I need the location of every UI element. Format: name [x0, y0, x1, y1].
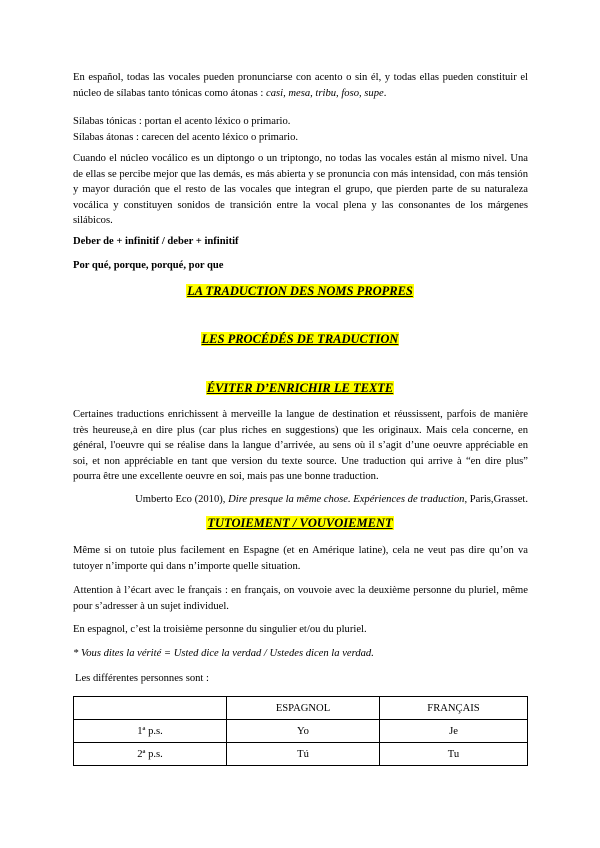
heading-enrichir [0, 380, 600, 396]
heading-text: LES PROCÉDÉS DE TRADUCTION [201, 332, 399, 346]
heading-procedes [0, 331, 600, 347]
table-row [74, 720, 528, 743]
table-row [74, 743, 528, 766]
heading-text: TUTOIEMENT / VOUVOIEMENT [207, 516, 393, 530]
table-cell: Tu [380, 743, 528, 766]
table-cell: 1ª p.s. [74, 720, 227, 743]
table-header-row [74, 697, 528, 720]
heading-text: ÉVITER D’ENRICHIR LE TEXTE [206, 381, 394, 395]
citation [73, 492, 528, 508]
table-header-cell [74, 697, 227, 720]
bold-porque: Por qué, porque, porqué, por que [73, 260, 224, 271]
paragraph-example: * Vous dites la vérité = Usted dice la verdad / Ustedes dicen la verdad. [73, 648, 374, 659]
atonic-syllables-line: Sílabas átonas : carecen del acento léxico o primario. [73, 131, 299, 143]
paragraph-attention: Attention à l’écart avec le français : en français, on vouvoie avec la deuxième personne du pluriel, même pour s’adresser à un sujet individuel. [73, 585, 528, 612]
table-cell: Je [380, 720, 528, 743]
paragraph-personnes: Les différentes personnes sont : [75, 673, 209, 684]
citation-publisher: , Paris,Grasset. [464, 494, 528, 505]
bold-deber: Deber de + infinitif / deber + infinitif [73, 236, 239, 247]
paragraph-end: . [383, 87, 387, 99]
examples-italic: casi, mesa, tribu, foso, supe [266, 87, 384, 99]
paragraph-espagnol: En espagnol, c’est la troisième personne du singulier et/ou du pluriel. [73, 624, 367, 635]
paragraph-tonic [73, 114, 528, 145]
heading-text: LA TRADUCTION DES NOMS PROPRES [187, 284, 413, 298]
paragraph-diphthong: Cuando el núcleo vocálico es un diptongo o un triptongo, no todas las vocales están al mismo nivel. Una de ellas se percibe mejor que las demás, es más abierta y se pronuncia con más intensidad, con más tensión y mayor duración que el resto de las vocales que integran el grupo, que pierden parte de su naturaleza vocálica y constituyen sonidos de transición entre la vocal plena y las consonantes de los márgenes silábicos. [73, 153, 528, 227]
paragraph-vowels [73, 70, 528, 101]
paragraph-text: En español, todas las vocales pueden pronunciarse con acento o sin él, y todas ellas pueden constituir el núcleo de sílabas tanto tónicas como átonas : [73, 72, 528, 99]
citation-title: Dire presque la même chose. Expériences de traduction [228, 494, 465, 505]
paragraph-traductions: Certaines traductions enrichissent à merveille la langue de destination et réussissent, parfois de manière très heureuse,à en dire plus (car plus riches en suggestions) que les originaux. Mais cela concerne, en général, l'oeuvre qui se réalise dans la langue d’arrivée, au sens où il s’agit d’une oeuvre appréciable en soi, et non appréciable en tant que version du texte source. Une traduction qui arrive à “en dire plus” pourra être une excellente oeuvre en soi, mais pas une bonne traduction. [73, 409, 528, 483]
heading-noms-propres [0, 283, 600, 299]
citation-author: Umberto Eco (2010), [135, 494, 229, 505]
paragraph-tutoie: Même si on tutoie plus facilement en Espagne (et en Amérique latine), cela ne veut pas dire qu’on va tutoyer n’importe qui dans n’importe quelle situation. [73, 545, 528, 572]
table-cell: 2ª p.s. [74, 743, 227, 766]
personnes-table [73, 696, 528, 766]
heading-tutoiement [0, 515, 600, 531]
table-header-cell: FRANÇAIS [380, 697, 528, 720]
table-header-cell: ESPAGNOL [227, 697, 380, 720]
tonic-syllables-line: Sílabas tónicas : portan el acento léxico o primario. [73, 116, 291, 127]
table-cell: Yo [227, 720, 380, 743]
table-cell: Tú [227, 743, 380, 766]
